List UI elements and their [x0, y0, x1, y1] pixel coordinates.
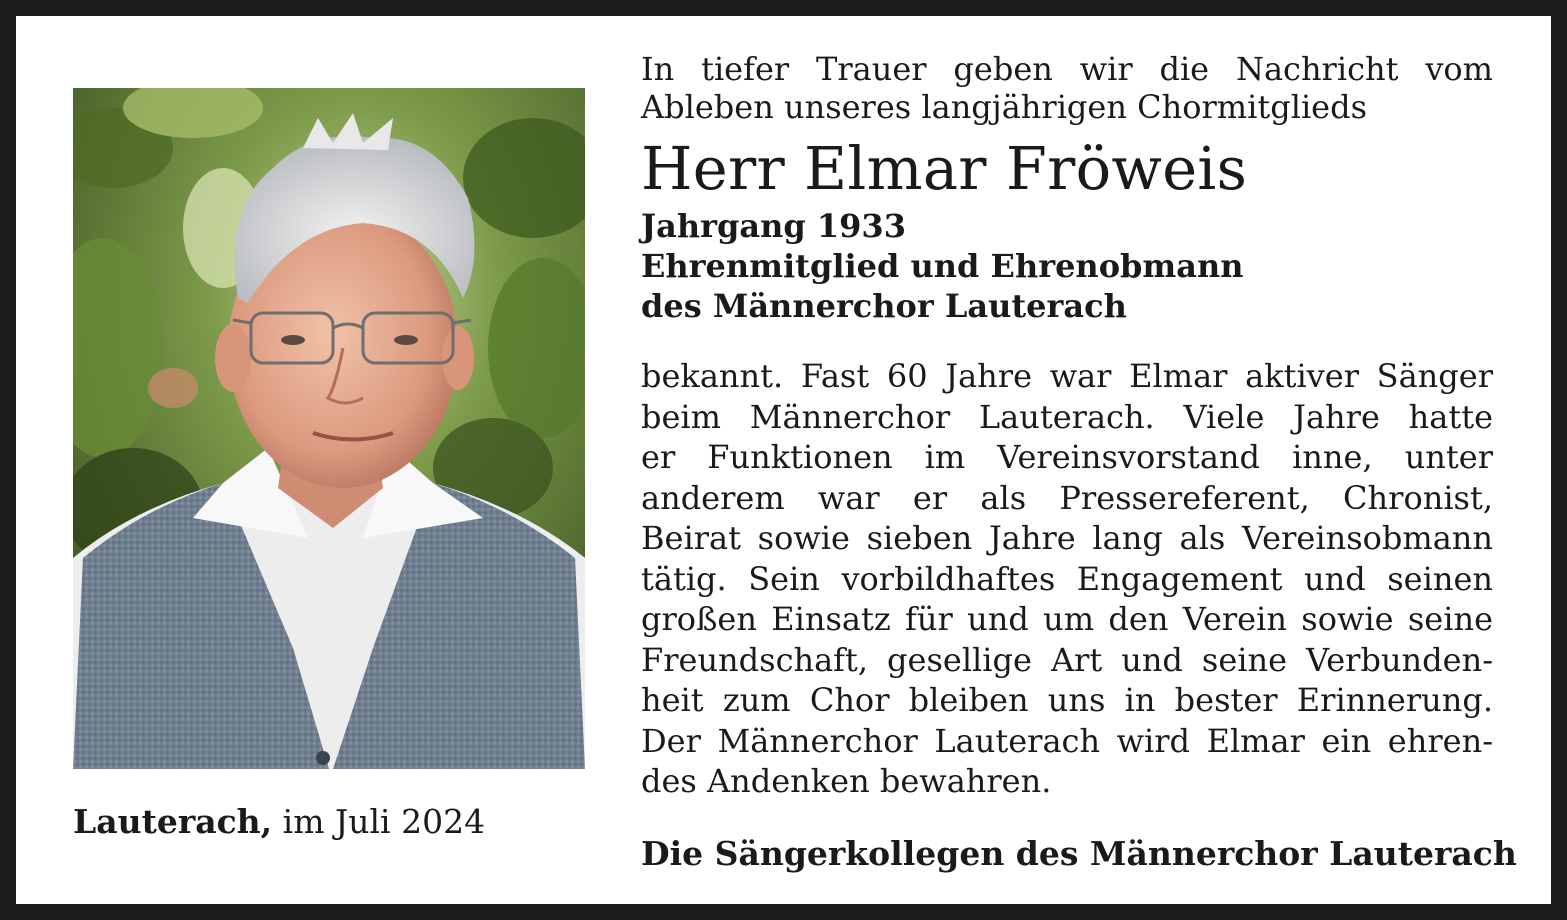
body-line: Beirat sowie sieben Jahre lang als Vereinsobmann	[641, 519, 1493, 557]
intro-text	[641, 50, 1493, 126]
deceased-details	[641, 206, 1493, 326]
intro-line: Ableben unseres langjährigen Chormitglieds	[641, 88, 1368, 126]
place-date	[73, 802, 485, 841]
body-text	[641, 356, 1493, 802]
body-line: Der Männerchor Lauterach wird Elmar ein ehren-	[641, 721, 1493, 760]
intro-line: In tiefer Trauer geben wir die Nachricht vom	[641, 50, 1493, 88]
signature: Die Sängerkollegen des Männerchor Lauterach	[641, 834, 1517, 873]
role-line: des Männerchor Lauterach	[641, 287, 1127, 325]
date: im Juli 2024	[282, 802, 486, 841]
deceased-name: Herr Elmar Fröweis	[641, 134, 1248, 203]
place: Lauterach,	[73, 802, 273, 841]
body-line: Freundschaft, gesellige Art und seine Verbunden-	[641, 640, 1493, 679]
body-line: großen Einsatz für und um den Verein sowie seine	[641, 600, 1493, 638]
body-line: tätig. Sein vorbildhaftes Engagement und seinen	[641, 559, 1493, 598]
body-line: anderem war er als Pressereferent, Chronist,	[641, 478, 1493, 517]
portrait-photo	[73, 88, 585, 769]
birth-year: Jahrgang 1933	[641, 207, 906, 245]
body-line: er Funktionen im Vereinsvorstand inne, unter	[641, 438, 1493, 476]
body-line: des Andenken bewahren.	[641, 762, 1052, 800]
role-line: Ehrenmitglied und Ehrenobmann	[641, 247, 1244, 285]
body-line: bekannt. Fast 60 Jahre war Elmar aktiver Sänger	[641, 357, 1493, 395]
body-line: heit zum Chor bleiben uns in bester Erinnerung.	[641, 681, 1493, 719]
body-line: beim Männerchor Lauterach. Viele Jahre hatte	[641, 397, 1493, 436]
obituary-text-column	[641, 50, 1493, 802]
